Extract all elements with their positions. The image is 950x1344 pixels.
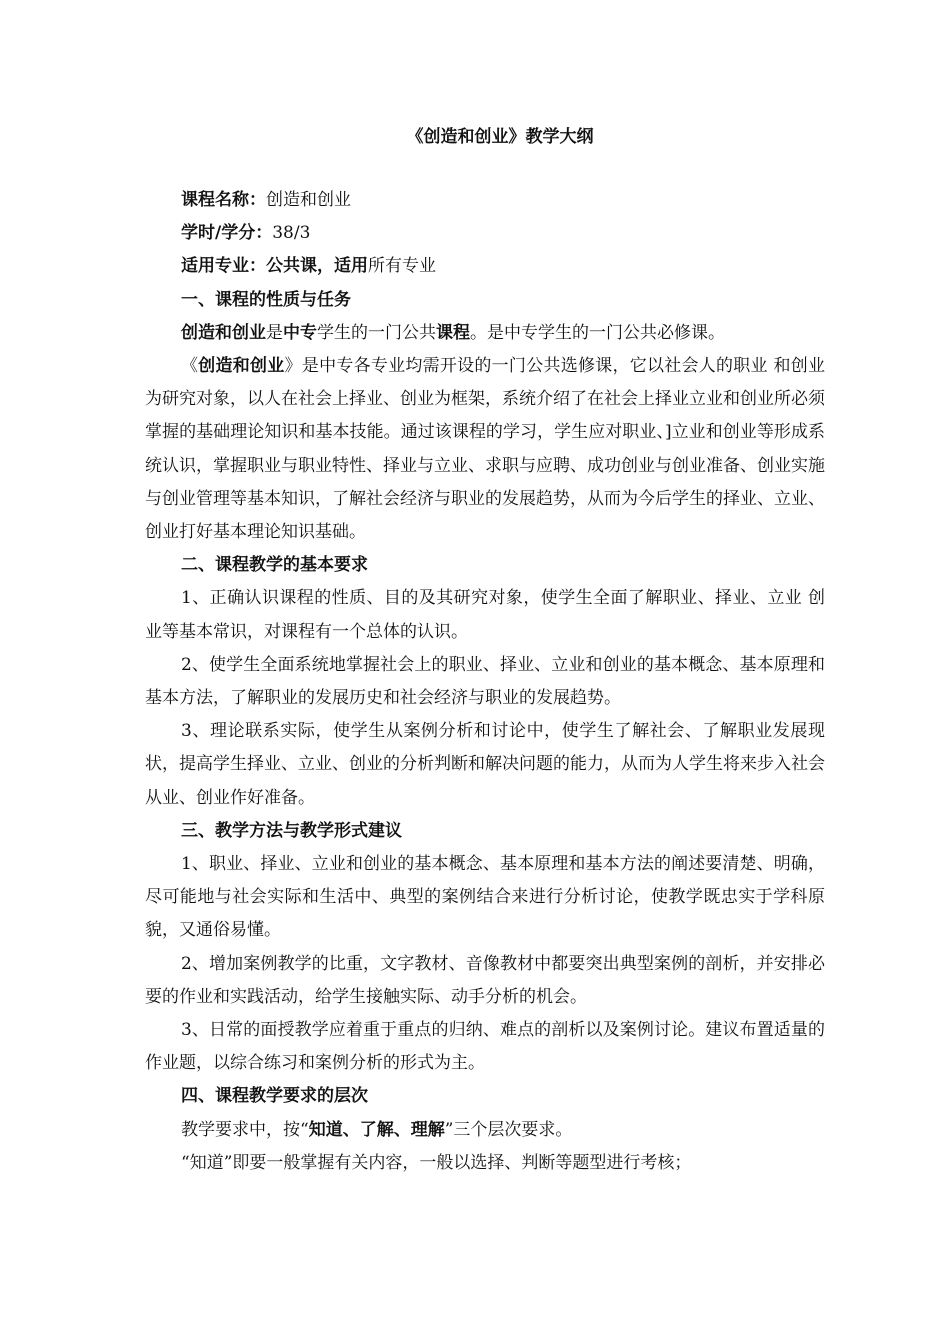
major-label: 适用专业：公共课，适用 [181,256,368,277]
section-3-item-1: 1、职业、择业、立业和创业的基本概念、基本原理和基本方法的阐述要清楚、明确，尽可能地与社会实际和生活中、典型的案例结合来进行分析讨论，使教学既忠实于学科原貌，又通俗易懂。 [145,854,825,941]
body-text: 。是中专学生的一门公共必修课。 [470,322,725,343]
bold-text: 中专 [283,322,317,343]
section-3-heading: 三、教学方法与教学形式建议 [181,820,402,841]
body-text: 是 [266,322,283,343]
section-4-heading: 四、课程教学要求的层次 [181,1086,368,1107]
bold-text: 课程 [436,322,470,343]
body-text: 《 [181,356,199,377]
body-text: ”三个层次要求。 [444,1119,573,1140]
bold-text: 创造和创业 [198,356,285,377]
body-text: 教学要求中，按“ [181,1119,309,1140]
section-1-paragraph-1 [145,317,825,350]
bold-text: 创造和创业 [181,322,266,343]
body-text: 》是中专各专业均需开设的一门公共选修课，它以社会人的职业 和创业为研究对象，以人在社会上择业、创业为框架，系统介绍了在社会上择业立业和创业所必须掌握的基础理论知识和基本技能。通过该课程的学习，学生应对职业、]立业和创业等形成系统认识，掌握职业与职业特性、择业与立业、求职与应聘、成功创业与创业准备、创业实施与创业管理等基本知识，了解社会经济与职业的发展趋势，从而为今后学生的择业、立业、创业打好基本理论知识基础。 [145,356,826,543]
section-4-paragraph-2: “知道”即要一般掌握有关内容，一般以选择、判断等题型进行考核； [181,1152,692,1173]
course-name-value: 创造和创业 [266,190,351,210]
section-2-item-3: 3、理论联系实际，使学生从案例分析和讨论中，使学生了解社会、了解职业发展现状，提高学生择业、立业、创业的分析判断和解决问题的能力，从而为人学生将来步入社会从业、创业作好准备。 [145,721,825,808]
section-2-heading: 二、课程教学的基本要求 [181,555,368,576]
section-3-item-3: 3、日常的面授教学应着重于重点的归纳、难点的剖析以及案例讨论。建议布置适量的作业题，以综合练习和案例分析的形式为主。 [145,1020,825,1074]
bold-text: 知道、了解、理解 [308,1119,445,1140]
section-4-paragraph-1 [145,1114,825,1147]
major-line [145,250,825,283]
hours-line [145,217,825,250]
course-name-label: 课程名称： [181,190,266,210]
hours-label: 学时/学分： [181,223,273,244]
document-title: 《创造和创业》教学大纲 [406,127,594,147]
body-text: 学生的一门公共 [317,322,436,343]
section-3-item-2: 2、增加案例教学的比重，文字教材、音像教材中都要突出典型案例的剖析，并安排必要的作业和实践活动，给学生接触实际、动手分析的机会。 [145,953,825,1007]
section-2-item-2: 2、使学生全面系统地掌握社会上的职业、择业、立业和创业的基本概念、基本原理和基本方法，了解职业的发展历史和社会经济与职业的发展趋势。 [145,654,825,709]
hours-value: 38/3 [272,223,311,244]
section-2-item-1: 1、正确认识课程的性质、目的及其研究对象，使学生全面了解职业、择业、立业 创业等基本常识，对课程有一个总体的认识。 [145,588,825,642]
section-1-paragraph-2 [145,350,825,549]
section-1-heading: 一、课程的性质与任务 [181,289,351,310]
major-value: 所有专业 [368,256,436,277]
document-body [145,120,825,1180]
course-name-line [145,184,825,217]
